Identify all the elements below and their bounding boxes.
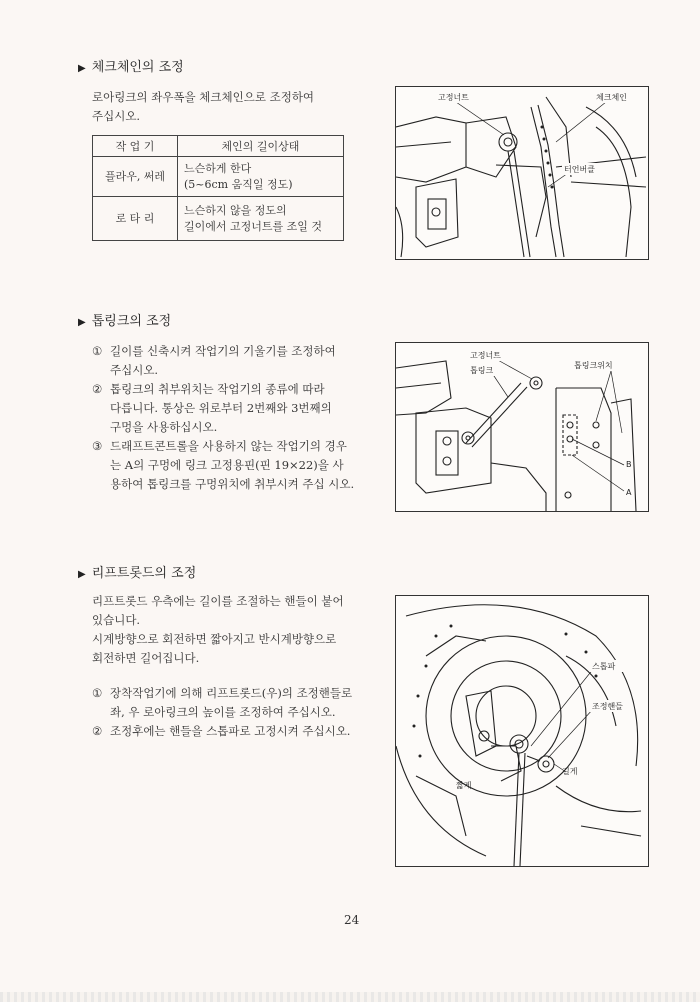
label-lock-nut: 고정너트	[438, 93, 469, 102]
label-stopper: 스톱파	[592, 662, 616, 671]
list-item: ② 톱링크의 취부위치는 작업기의 종류에 따라 다릅니다. 통상은 위로부터 2번째와 3번째의 구멍을 사용하십시오.	[92, 382, 332, 434]
list-item: ① 장착작업기에 의해 리프트롯드(우)의 조정핸들로 좌, 우 로아링크의 높이를 조정하여 주십시오.	[92, 686, 353, 719]
table-cell: 플라우, 써레	[93, 157, 178, 197]
lift-rod-illustration	[396, 596, 648, 866]
lift-rod-figure	[395, 595, 649, 867]
top-link-illustration	[396, 343, 648, 511]
table-cell: 느슨하게 한다 (5~6cm 움직일 정도)	[178, 157, 344, 197]
list-item: ① 길이를 신축시켜 작업기의 기울기를 조정하여 주십시오.	[92, 344, 336, 377]
table-cell: 느슨하지 않을 정도의 길이에서 고정너트를 조일 것	[178, 197, 344, 241]
scan-edge	[0, 992, 700, 1002]
label-hole-a: A	[626, 488, 632, 497]
label-top-link: 톱링크	[470, 366, 494, 375]
check-chain-illustration	[396, 87, 648, 259]
label-check-chain: 체크체인	[596, 93, 627, 102]
table-row	[93, 197, 344, 241]
label-lock-nut: 고정너트	[470, 351, 501, 360]
table-cell: 로 타 리	[93, 197, 178, 241]
section2-list	[92, 342, 364, 494]
section3-paragraph: 리프트롯드 우측에는 길이를 조절하는 핸들이 붙어 있습니다. 시계방향으로 회전하면 짧아지고 반시계방향으로 회전하면 길어집니다.	[92, 594, 344, 665]
label-top-link-position: 톱링크위치	[574, 361, 613, 370]
section2-heading: ▶ 톱링크의 조정	[78, 314, 172, 329]
check-chain-figure	[395, 86, 649, 260]
section3-heading: ▶ 리프트롯드의 조정	[78, 566, 197, 581]
top-link-figure	[395, 342, 649, 512]
label-adjust-handle: 조정핸들	[592, 702, 623, 711]
table-header-row	[93, 136, 344, 157]
table-header: 작 업 기	[93, 136, 178, 157]
list-item: ③ 드래프트콘트롤을 사용하지 않는 작업기의 경우 는 A의 구멍에 링크 고정용핀(핀 19×22)을 사 용하여 톱링크를 구멍위치에 취부시켜 주십 시오.	[92, 439, 355, 491]
adjustment-table	[92, 135, 344, 241]
page-number: 24	[344, 913, 360, 927]
section3-list	[92, 684, 364, 741]
label-longer: 길게	[562, 767, 578, 776]
label-hole-b: B	[626, 460, 632, 469]
section1-paragraph: 로아링크의 좌우폭을 체크체인으로 조정하여 주십시오.	[92, 90, 315, 123]
triangle-bullet-icon: ▶	[78, 63, 86, 74]
table-row	[93, 157, 344, 197]
triangle-bullet-icon: ▶	[78, 569, 86, 580]
section1-heading: ▶ 체크체인의 조정	[78, 60, 184, 75]
label-shorter: 짧게	[456, 781, 472, 790]
table-header: 체인의 길이상태	[178, 136, 344, 157]
list-item: ② 조정후에는 핸들을 스톱파로 고정시켜 주십시오.	[92, 724, 351, 738]
triangle-bullet-icon: ▶	[78, 317, 86, 328]
label-turnbuckle: 터언버클	[564, 165, 595, 174]
